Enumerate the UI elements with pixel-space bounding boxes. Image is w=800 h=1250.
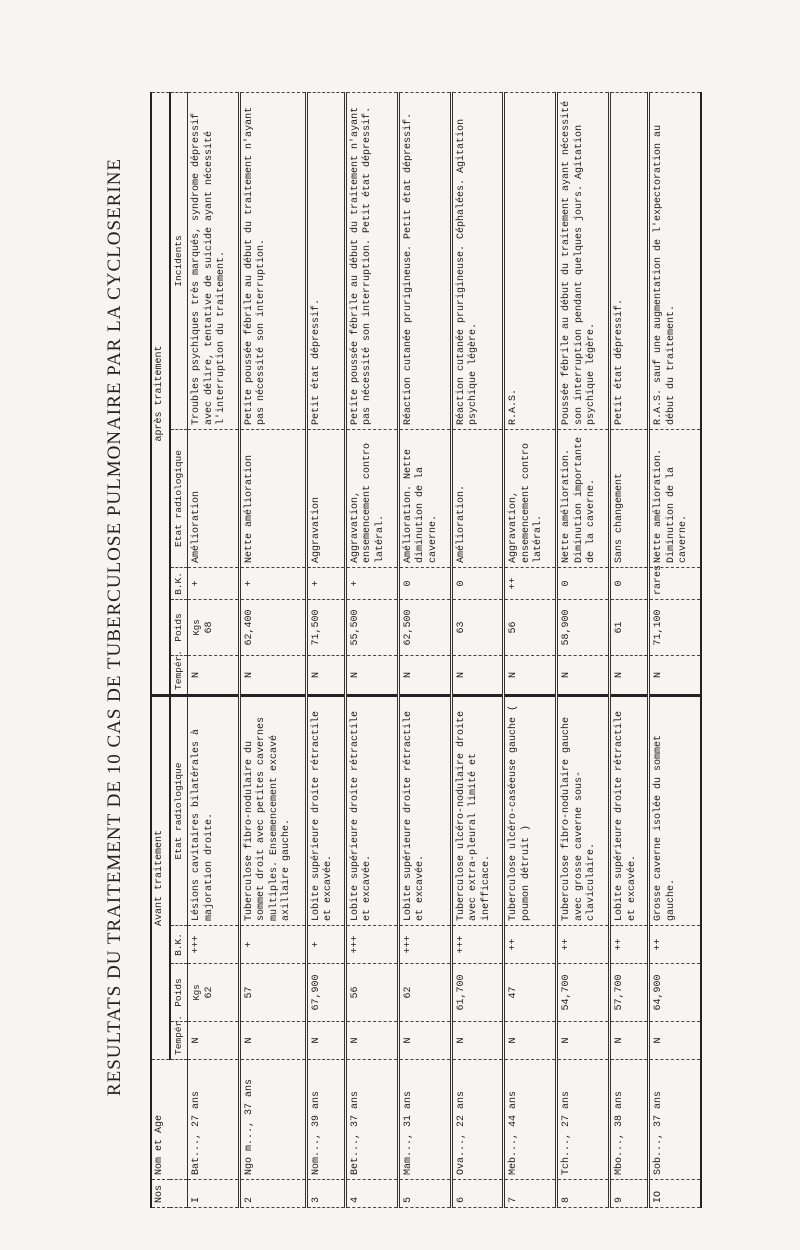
weight-value: 56 [349, 986, 361, 999]
cell-after-weight [610, 599, 649, 655]
cell-before-bk: + [306, 926, 345, 964]
cell-after-radiological-state: Amélioration. [451, 429, 504, 567]
cell-after-weight [345, 599, 398, 655]
cell-before-temperature: N [398, 1022, 451, 1060]
patient-name: Bet..., [349, 1132, 361, 1175]
weight-value: 62 [203, 986, 215, 999]
cell-before-temperature: N [239, 1022, 306, 1060]
weight-value: 71,500 [310, 609, 322, 646]
patient-age: 37 ans [349, 1090, 361, 1127]
cell-after-radiological-state: Amélioration [188, 429, 240, 567]
cell-after-bk: + [188, 567, 240, 599]
cell-before-temperature: N [649, 1022, 701, 1060]
patient-name: Ngo m..., [243, 1120, 255, 1175]
weight-unit: Kgs [192, 619, 202, 636]
cell-before-radiological-state: Tuberculose fibro-nodulaire du sommet droit avec petites cavernes multiples. Ensemencement excavé axillaire gauche. [239, 695, 306, 925]
cell-after-radiological-state: Nette amélioration. Diminution importante de la caverne. [557, 429, 610, 567]
patient-age: 37 ans [653, 1090, 665, 1127]
table-row [557, 92, 610, 1207]
header-after-radiological-state: Etat radiologique [170, 429, 188, 567]
cell-num: 6 [451, 1180, 504, 1208]
cell-incidents: Réaction cutanée prurigineuse. Petit état dépressif. [398, 92, 451, 429]
cell-incidents: Petit état dépressif. [306, 92, 345, 429]
cell-before-weight [306, 964, 345, 1022]
cell-after-bk: 0 [557, 567, 610, 599]
cell-before-radiological-state: Lobite supérieure droite rétractile et excavée. [306, 695, 345, 925]
cell-name-age [610, 1060, 649, 1180]
cell-name-age [188, 1060, 240, 1180]
cell-after-radiological-state: Aggravation, ensemencement contro latéral. [504, 429, 557, 567]
cell-num: 5 [398, 1180, 451, 1208]
results-table-container [150, 93, 702, 1208]
cell-name-age [451, 1060, 504, 1180]
cell-before-radiological-state: Lobite supérieure droite rétractile et excavée. [345, 695, 398, 925]
cell-after-bk: 0 [610, 567, 649, 599]
cell-before-radiological-state: Tuberculose ulcéro-nodulaire droite avec extra-pleural limité et inefficace. [451, 695, 504, 925]
weight-value: 62 [402, 986, 414, 999]
cell-after-weight [239, 599, 306, 655]
cell-after-temperature: N [398, 655, 451, 695]
patient-name: Ova..., [455, 1132, 467, 1175]
cell-after-radiological-state: Aggravation [306, 429, 345, 567]
weight-value: 56 [508, 621, 520, 634]
cell-after-bk: 0 [451, 567, 504, 599]
cell-before-weight [398, 964, 451, 1022]
table-row [345, 92, 398, 1207]
header-num: Nos [151, 1180, 188, 1208]
cell-after-temperature: N [504, 655, 557, 695]
cell-before-radiological-state: Tuberculose fibro-nodulaire gauche avec grosse caverne sous-claviculaire. [557, 695, 610, 925]
weight-value: 61 [614, 621, 626, 634]
header-incidents: Incidents [170, 92, 188, 429]
cell-before-weight [345, 964, 398, 1022]
cell-after-bk: + [306, 567, 345, 599]
cell-after-weight [504, 599, 557, 655]
cell-after-bk: + [345, 567, 398, 599]
cell-after-weight [188, 599, 240, 655]
table-row [610, 92, 649, 1207]
header-before-group: Avant traitement [151, 695, 170, 1059]
cell-after-bk: 0 [398, 567, 451, 599]
cell-after-radiological-state: Nette amélioration [239, 429, 306, 567]
patient-age: 27 ans [561, 1090, 573, 1127]
patient-name: Bat..., [191, 1132, 202, 1175]
patient-age: 39 ans [310, 1090, 322, 1127]
header-before-bk: B.K. [170, 926, 188, 964]
weight-value: 68 [203, 621, 215, 634]
cell-after-bk: ++ [504, 567, 557, 599]
cell-before-weight [649, 964, 701, 1022]
weight-value: 54,700 [561, 974, 573, 1011]
cell-before-temperature: N [188, 1022, 240, 1060]
cell-before-bk: ++ [557, 926, 610, 964]
cell-before-temperature: N [557, 1022, 610, 1060]
weight-value: 61,700 [455, 974, 467, 1011]
cell-name-age [557, 1060, 610, 1180]
cell-after-weight [557, 599, 610, 655]
cell-name-age [239, 1060, 306, 1180]
column-header-row [170, 92, 188, 1207]
cell-after-temperature: N [649, 655, 701, 695]
cell-before-bk: + [239, 926, 306, 964]
cell-after-radiological-state: Nette amélioration. Diminution de la caverne. [649, 429, 701, 567]
cell-after-temperature: N [557, 655, 610, 695]
cell-after-weight [451, 599, 504, 655]
header-before-weight: Poids [170, 964, 188, 1022]
patient-age: 37 ans [243, 1078, 255, 1115]
cell-name-age [345, 1060, 398, 1180]
patient-name: Meb..., [508, 1132, 520, 1175]
header-name-age: Nom et Age [151, 1060, 188, 1180]
table-row [188, 92, 240, 1207]
cell-incidents: Poussée fébrile au début du traitement ayant nécessité son interruption pendant quelques jours. Agitation psychique légère. [557, 92, 610, 429]
header-after-group: après traitement [151, 92, 170, 695]
cell-num: 9 [610, 1180, 649, 1208]
cell-incidents: R.A.S. sauf une augmentation de l'expectoration au début du traitement. [649, 92, 701, 429]
cell-incidents: Petite poussée fébrile au début du traitement n'ayant pas nécessité son interruption. [239, 92, 306, 429]
table-row [451, 92, 504, 1207]
weight-value: 58,900 [561, 609, 573, 646]
weight-value: 57,700 [614, 974, 626, 1011]
patient-age: 38 ans [614, 1090, 626, 1127]
cell-name-age [306, 1060, 345, 1180]
patient-name: Nom..., [310, 1132, 322, 1175]
patient-age: 22 ans [455, 1090, 467, 1127]
cell-num: 8 [557, 1180, 610, 1208]
cell-num: 7 [504, 1180, 557, 1208]
cell-before-radiological-state: Lobite supérieure droite rétractile et excavée. [610, 695, 649, 925]
cell-before-weight [504, 964, 557, 1022]
cell-before-bk: +++ [451, 926, 504, 964]
header-after-temperature: Tempér. [170, 655, 188, 695]
cell-before-bk: +++ [188, 926, 240, 964]
table-row [504, 92, 557, 1207]
header-after-bk: B.K. [170, 567, 188, 599]
cell-after-weight [398, 599, 451, 655]
table-row [239, 92, 306, 1207]
weight-unit: Kgs [192, 984, 202, 1001]
patient-age: 27 ans [191, 1090, 202, 1127]
cell-before-bk: ++ [610, 926, 649, 964]
cell-after-bk: rares [649, 567, 701, 599]
page-title [95, 157, 135, 1097]
weight-value: 63 [455, 621, 467, 634]
cell-before-weight [451, 964, 504, 1022]
results-table [150, 92, 702, 1208]
cell-after-weight [649, 599, 701, 655]
weight-value: 64,900 [653, 974, 665, 1011]
page-title-text: RESULTATS DU TRAITEMENT DE 10 CAS DE TUBERCULOSE PULMONAIRE PAR LA CYCLOSERINE [104, 157, 125, 1097]
group-header-row [151, 92, 170, 1207]
cell-num: 2 [239, 1180, 306, 1208]
cell-after-temperature: N [610, 655, 649, 695]
weight-value: 62,500 [402, 609, 414, 646]
cell-before-radiological-state: Tuberculose ulcéro-caséeuse gauche ( poumon détruit ) [504, 695, 557, 925]
weight-value: 47 [508, 986, 520, 999]
cell-before-temperature: N [610, 1022, 649, 1060]
cell-before-weight [610, 964, 649, 1022]
cell-before-temperature: N [504, 1022, 557, 1060]
table-row [306, 92, 345, 1207]
cell-before-bk: +++ [398, 926, 451, 964]
cell-after-weight [306, 599, 345, 655]
cell-before-weight [557, 964, 610, 1022]
cell-after-radiological-state: Amélioration. Nette diminution de la caverne. [398, 429, 451, 567]
patient-name: Mbo..., [614, 1132, 626, 1175]
cell-before-bk: ++ [504, 926, 557, 964]
patient-name: Sob..., [653, 1132, 665, 1175]
cell-before-temperature: N [306, 1022, 345, 1060]
cell-before-temperature: N [451, 1022, 504, 1060]
cell-after-temperature: N [239, 655, 306, 695]
cell-num: I [188, 1180, 240, 1208]
cell-num: 4 [345, 1180, 398, 1208]
patient-name: Mam..., [402, 1132, 414, 1175]
header-before-temperature: Tempér. [170, 1022, 188, 1060]
cell-incidents: Petite poussée fébrile au début du traitement n'ayant pas nécessité son interruption. Petit état dépressif. [345, 92, 398, 429]
cell-after-temperature: N [451, 655, 504, 695]
header-after-weight: Poids [170, 599, 188, 655]
table-row [398, 92, 451, 1207]
cell-incidents: R.A.S. [504, 92, 557, 429]
cell-num: 3 [306, 1180, 345, 1208]
cell-before-radiological-state: Grosse caverne isolée du sommet gauche. [649, 695, 701, 925]
cell-incidents: Petit état dépressif. [610, 92, 649, 429]
cell-incidents: Troubles psychiques très marqués, syndrome dépressif avec délire, tentative de suicide ayant nécessité l'interruption du traitement. [188, 92, 240, 429]
weight-value: 62,400 [243, 609, 255, 646]
cell-before-temperature: N [345, 1022, 398, 1060]
weight-value: 57 [243, 986, 255, 999]
patient-age: 44 ans [508, 1090, 520, 1127]
cell-before-bk: +++ [345, 926, 398, 964]
cell-after-radiological-state: Sans changement [610, 429, 649, 567]
cell-name-age [398, 1060, 451, 1180]
cell-before-radiological-state: Lésions cavitaires bilatérales à majoration droite. [188, 695, 240, 925]
weight-value: 67,900 [310, 974, 322, 1011]
cell-before-bk: ++ [649, 926, 701, 964]
cell-after-radiological-state: Aggravation, ensemencement contro latéral. [345, 429, 398, 567]
cell-after-temperature: N [188, 655, 240, 695]
cell-after-temperature: N [345, 655, 398, 695]
cell-before-weight [188, 964, 240, 1022]
cell-before-weight [239, 964, 306, 1022]
patient-name: Tch..., [561, 1132, 573, 1175]
weight-value: 55,500 [349, 609, 361, 646]
cell-before-radiological-state: Lobite supérieure droite rétractile et excavée. [398, 695, 451, 925]
cell-incidents: Réaction cutanée prurigineuse. Céphalées. Agitation psychique légère. [451, 92, 504, 429]
table-row [649, 92, 701, 1207]
cell-name-age [504, 1060, 557, 1180]
cell-name-age [649, 1060, 701, 1180]
table-body [188, 92, 702, 1207]
cell-after-temperature: N [306, 655, 345, 695]
cell-num: IO [649, 1180, 701, 1208]
weight-value: 71,100 [653, 609, 665, 646]
cell-after-bk: + [239, 567, 306, 599]
header-before-radiological-state: Etat radiologique [170, 695, 188, 925]
patient-age: 31 ans [402, 1090, 414, 1127]
